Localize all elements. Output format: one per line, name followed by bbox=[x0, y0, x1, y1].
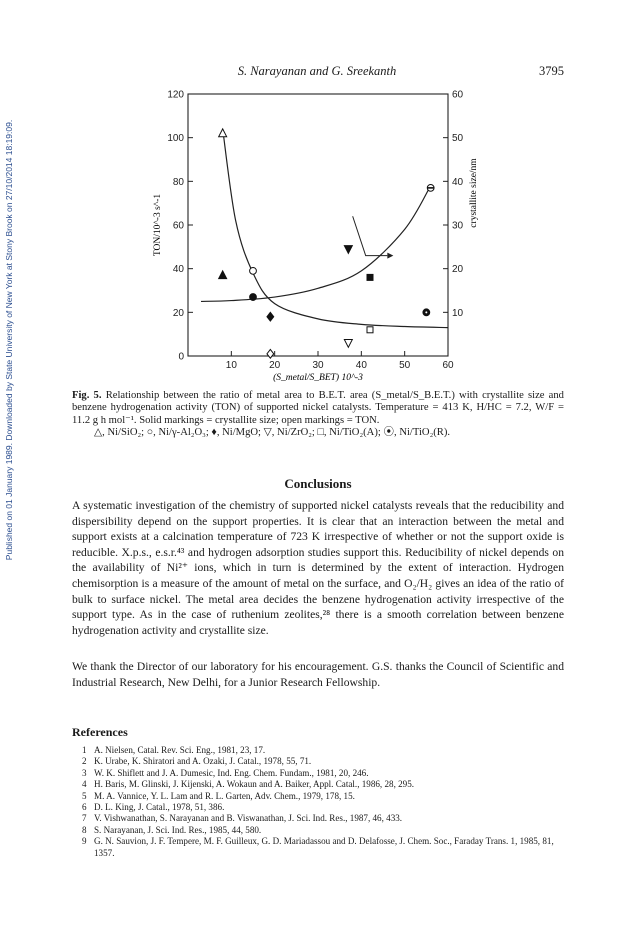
figure-5-chart bbox=[140, 84, 480, 384]
running-header bbox=[70, 64, 564, 80]
y-tick-label: 80 bbox=[172, 176, 184, 188]
y-tick-label: 100 bbox=[167, 133, 184, 145]
reference-text: D. L. King, J. Catal., 1978, 51, 386. bbox=[94, 802, 225, 813]
chart-curves bbox=[201, 129, 448, 328]
plot-frame bbox=[188, 94, 448, 356]
chart-points bbox=[219, 129, 434, 358]
reference-number: 6 bbox=[82, 802, 87, 813]
chart-ticks bbox=[167, 90, 463, 372]
y2-tick-label: 60 bbox=[452, 89, 464, 101]
reference-number: 8 bbox=[82, 824, 87, 835]
circle-solid-point bbox=[250, 294, 257, 301]
reference-item bbox=[82, 813, 566, 824]
x-tick-label: 40 bbox=[355, 360, 367, 371]
reference-item bbox=[82, 745, 566, 756]
crystallite-size-curve bbox=[201, 186, 431, 302]
y-tick-label: 20 bbox=[172, 307, 184, 319]
triangle-down-open-point bbox=[344, 340, 352, 348]
y-tick-label: 40 bbox=[172, 264, 184, 276]
reference-text: G. N. Sauvion, J. F. Tempere, M. F. Guilleux, G. D. Mariadassou and D. Delafosse, J. Chem. Soc., Faraday Trans. 1, 1985, 81, 1357. bbox=[94, 836, 554, 858]
x-axis-label: (S_metal/S_BET) 10^-3 bbox=[273, 373, 363, 383]
reference-number: 1 bbox=[82, 745, 87, 755]
reference-item bbox=[82, 779, 566, 790]
download-watermark bbox=[2, 60, 16, 620]
chart-axes bbox=[188, 94, 448, 356]
circle-open-point bbox=[250, 267, 257, 274]
circle-dot-center bbox=[425, 311, 427, 313]
y2-tick-label: 40 bbox=[452, 176, 464, 188]
reference-text: V. Vishwanathan, S. Narayanan and B. Viswanathan, J. Sci. Ind. Res., 1987, 46, 433. bbox=[94, 813, 403, 824]
triangle-down-solid-point bbox=[344, 246, 352, 254]
reference-item bbox=[82, 802, 566, 813]
reference-item bbox=[82, 768, 566, 779]
reference-item bbox=[82, 836, 566, 859]
y-axis-label: TON/10^-3 s^-1 bbox=[153, 193, 163, 257]
figure-caption-text: Relationship between the ratio of metal area to B.E.T. area (S_metal/S_B.E.T.) with crystallite size and benzene hydrogenation activity (TON) of supported nickel catalysts. Temperature = 413 K, H/HC = 7.2, W/F = 11.2 g h mol⁻¹. Solid markings = crystallite size; open markings = TON. bbox=[72, 390, 564, 426]
figure-caption bbox=[72, 390, 564, 440]
reference-text: M. A. Vannice, Y. L. Lam and R. L. Garten, Adv. Chem., 1979, 178, 15. bbox=[94, 790, 355, 801]
x-tick-label: 60 bbox=[442, 360, 454, 371]
figure-legend-text: △, Ni/SiO₂; ○, Ni/γ-Al₂O₃; ♦, Ni/MgO; ▽, Ni/ZrO₂; □, Ni/TiO₂(A); ⦿, Ni/TiO₂(R). bbox=[94, 427, 451, 439]
reference-item bbox=[82, 756, 566, 767]
x-tick-label: 20 bbox=[269, 360, 281, 371]
square-open-point bbox=[367, 327, 373, 333]
reference-number: 7 bbox=[82, 813, 87, 824]
page-number: 3795 bbox=[539, 64, 564, 78]
reference-list bbox=[82, 745, 566, 859]
diamond-solid-point bbox=[267, 312, 274, 321]
arrow-head bbox=[387, 253, 393, 259]
reference-item bbox=[82, 791, 566, 802]
acknowledgement-paragraph: We thank the Director of our laboratory for his encouragement. G.S. thanks the Council of Scientific and Industrial Research, New Delhi, for a Junior Research Fellowship. bbox=[72, 660, 564, 689]
download-watermark-text: Published on 01 January 1989. Downloaded by State University of New York at Stony Brook on 27/10/2014 18:19:09. bbox=[4, 119, 14, 561]
reference-number: 9 bbox=[82, 836, 87, 847]
y2-axis-label: crystallite size/nm bbox=[469, 158, 479, 228]
reference-text: H. Baris, M. Glinski, J. Kijenski, A. Wokaun and A. Baiker, Appl. Catal., 1986, 28, 295. bbox=[94, 779, 415, 790]
reference-text: K. Urabe, K. Shiratori and A. Ozaki, J. Catal., 1978, 55, 71. bbox=[94, 756, 312, 767]
y-tick-label: 120 bbox=[167, 89, 184, 101]
section-title-conclusions: Conclusions bbox=[284, 476, 352, 491]
conclusions-paragraph: A systematic investigation of the chemistry of supported nickel catalysts reveals that the reducibility and dispersibility depend on the support properties. It is clear that an interaction between the metal and support exists at a calcination temperature of 723 K irrespective of whether or not the support oxide is reducible. X.p.s., e.s.r.⁴³ and hydrogen adsorption studies support this. Reducibility of nickel depends on the availability of Ni²⁺ ions, which in turn is determined by the extent of interaction. Hydrogen chemisorption is a measure of the amount of metal on the surface, and O₂/H₂ gives an idea of the ratio of bulk to surface nickel. The metal area decides the benzene hydrogenation activity irrespective of the support type. As in the case of ruthenium zeolites,²⁸ there is a smooth correlation between benzene hydrogenation activity and crystallite size. bbox=[72, 499, 564, 637]
reference-text: S. Narayanan, J. Sci. Ind. Res., 1985, 44, 580. bbox=[94, 824, 262, 835]
triangle-up-solid-point bbox=[219, 271, 227, 279]
y2-tick-label: 10 bbox=[452, 307, 464, 319]
references-title: References bbox=[72, 725, 128, 739]
diamond-open-point bbox=[267, 349, 274, 358]
y2-tick-label: 30 bbox=[452, 220, 464, 232]
x-tick-label: 50 bbox=[399, 360, 411, 371]
reference-number: 4 bbox=[82, 779, 87, 790]
triangle-up-open-point bbox=[219, 129, 227, 137]
square-solid-point bbox=[367, 274, 373, 280]
y-tick-label: 60 bbox=[172, 220, 184, 232]
reference-number: 2 bbox=[82, 756, 87, 767]
axis-arrow bbox=[353, 216, 388, 255]
x-tick-label: 30 bbox=[312, 360, 324, 371]
figure-label: Fig. 5. bbox=[72, 390, 102, 401]
reference-item bbox=[82, 825, 566, 836]
reference-number: 3 bbox=[82, 767, 87, 778]
y2-tick-label: 20 bbox=[452, 264, 464, 276]
reference-number: 5 bbox=[82, 790, 87, 801]
y2-tick-label: 50 bbox=[452, 133, 464, 145]
header-authors: S. Narayanan and G. Sreekanth bbox=[237, 64, 397, 78]
reference-text: A. Nielsen, Catal. Rev. Sci. Eng., 1981, 23, 17. bbox=[94, 745, 266, 755]
reference-text: W. K. Shiflett and J. A. Dumesic, Ind. Eng. Chem. Fundam., 1981, 20, 246. bbox=[94, 767, 369, 778]
y-tick-label: 0 bbox=[178, 351, 184, 363]
x-tick-label: 10 bbox=[225, 360, 237, 371]
